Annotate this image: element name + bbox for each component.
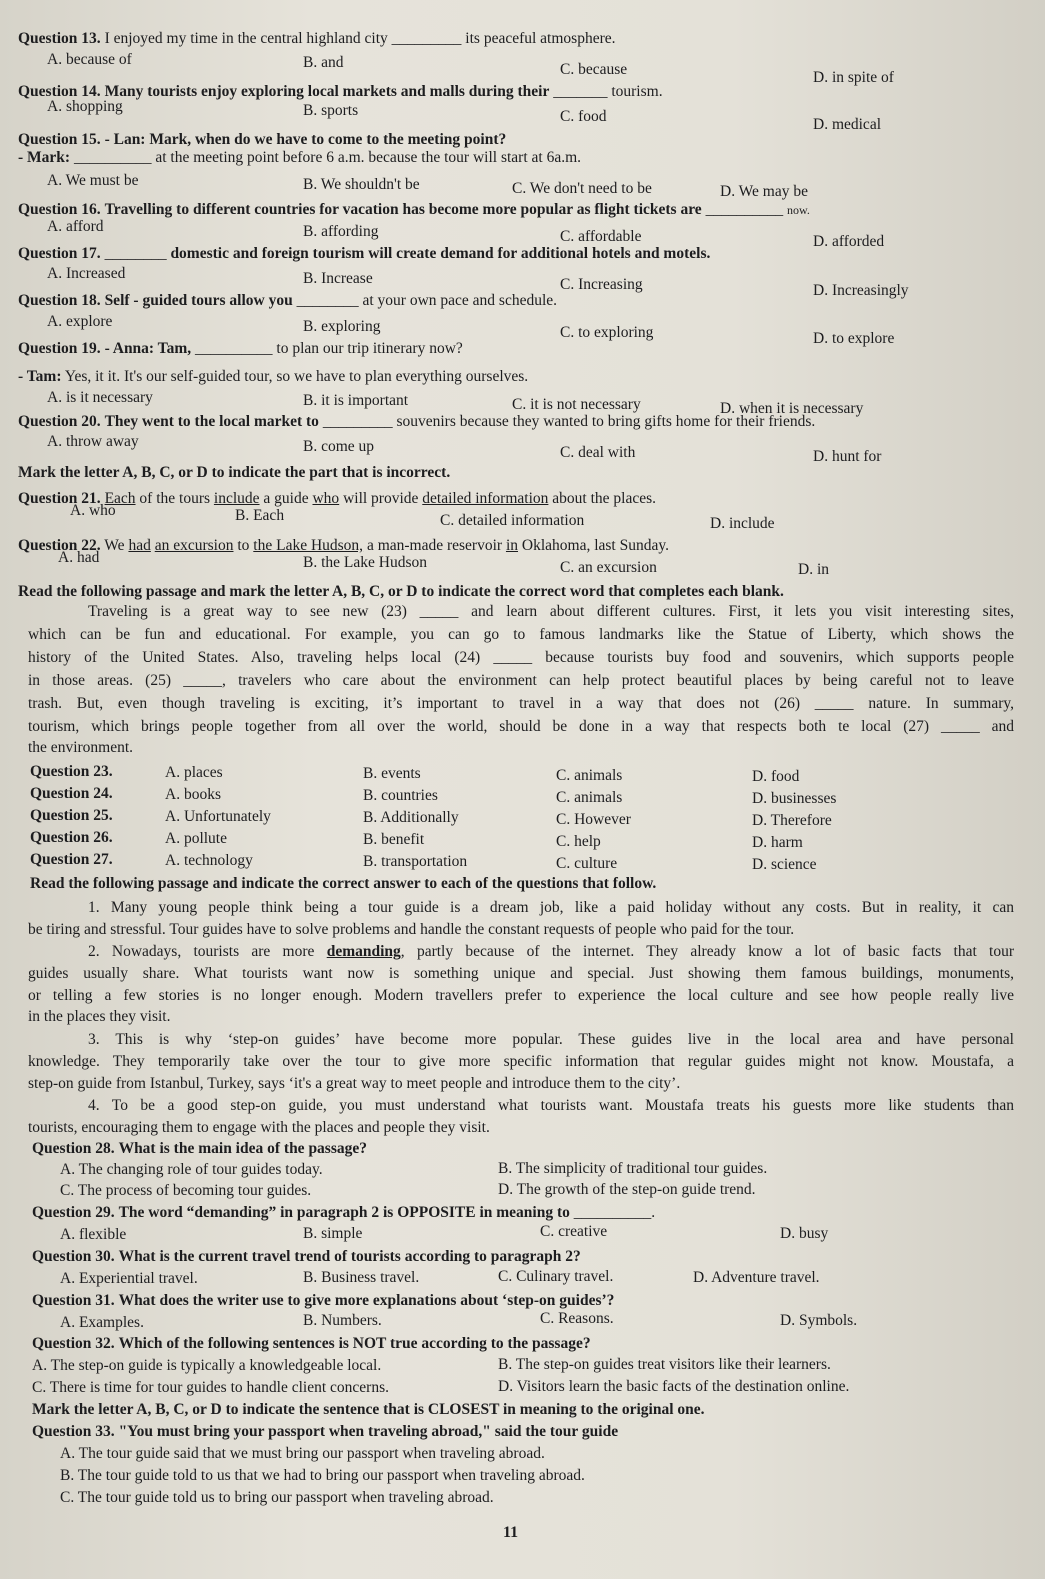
q22-option-d: D. in — [798, 561, 829, 578]
q24-option-c: C. animals — [556, 789, 623, 806]
q15-option-a: A. We must be — [47, 172, 139, 189]
q32-option-b: B. The step-on guides treat visitors like their learners. — [498, 1356, 831, 1373]
q32-stem: Question 32. Which of the following sentences is NOT true according to the passage? — [32, 1335, 591, 1352]
q13-option-a: A. because of — [47, 51, 132, 68]
q14-option-b: B. sports — [303, 102, 359, 119]
q32-option-a: A. The step-on guide is typically a knowledgeable local. — [32, 1357, 382, 1374]
q24-option-a: A. books — [165, 786, 221, 803]
q18-option-c: C. to exploring — [560, 324, 654, 341]
q25-option-a: A. Unfortunately — [165, 808, 271, 825]
page-number: 11 — [503, 1524, 519, 1541]
passage2-line: tourists, encouraging them to engage with the places and people they visit. — [28, 1119, 490, 1136]
passage1-line: history of the United States. Also, traveling helps local (24) _____ because tourists buy food and souvenirs, which supports people — [28, 649, 1014, 666]
q31-option-c: C. Reasons. — [540, 1310, 614, 1327]
q13-option-b: B. and — [303, 54, 344, 71]
passage2-line: guides usually share. What tourists want now is something unique and special. Just showing them famous buildings, monuments, — [28, 965, 1014, 982]
q23-option-b: B. events — [363, 765, 421, 782]
q15-option-b: B. We shouldn't be — [303, 176, 420, 193]
instruction-incorrect-part: Mark the letter A, B, C, or D to indicate the part that is incorrect. — [18, 464, 451, 481]
q20-option-b: B. come up — [303, 438, 375, 455]
q33-option-b: B. The tour guide told to us that we had to bring our passport when traveling abroad. — [60, 1467, 585, 1484]
q26-option-d: D. harm — [752, 834, 803, 851]
q21-option-d: D. include — [710, 515, 775, 532]
q32-option-c: C. There is time for tour guides to handle client concerns. — [32, 1379, 389, 1396]
q29-option-b: B. simple — [303, 1225, 363, 1242]
q21-stem: Question 21. Each of the tours include a guide who will provide detailed information about the places. — [18, 490, 657, 507]
q16-option-a: A. afford — [47, 218, 104, 235]
q27-option-a: A. technology — [165, 852, 253, 869]
passage2-line: 2. Nowadays, tourists are more demanding, partly because of the internet. They already know a lot of basic facts that tour — [88, 943, 1015, 960]
q17-option-a: A. Increased — [47, 265, 126, 282]
q20-option-d: D. hunt for — [813, 448, 882, 465]
q23-label: Question 23. — [30, 763, 113, 780]
q13-stem: Question 13. I enjoyed my time in the central highland city _________ its peaceful atmosphere. — [18, 30, 616, 47]
q30-option-c: C. Culinary travel. — [498, 1268, 614, 1285]
q26-option-b: B. benefit — [363, 831, 425, 848]
q19-option-c: C. it is not necessary — [512, 396, 641, 413]
q28-option-c: C. The process of becoming tour guides. — [60, 1182, 312, 1199]
q30-option-a: A. Experiential travel. — [60, 1270, 198, 1287]
passage2-line: be tiring and stressful. Tour guides have to solve problems and handle the constant requests of people who paid for the tour. — [28, 921, 795, 938]
q22-option-b: B. the Lake Hudson — [303, 554, 427, 571]
instruction-cloze: Read the following passage and mark the letter A, B, C, or D to indicate the correct word that completes each blank. — [18, 583, 784, 600]
q20-stem: Question 20. They went to the local market to _________ souvenirs because they wanted to bring gifts home for their friends. — [18, 413, 816, 430]
q18-option-a: A. explore — [47, 313, 113, 330]
passage1-line: which can be fun and educational. For example, you can go to famous landmarks like the Statue of Liberty, which shows the — [28, 626, 1014, 643]
q31-option-b: B. Numbers. — [303, 1312, 382, 1329]
passage2-line: 4. To be a good step-on guide, you must understand what tourists want. Moustafa treats his guests more like students than — [88, 1097, 1014, 1114]
q29-option-d: D. busy — [780, 1225, 829, 1242]
q17-option-b: B. Increase — [303, 270, 373, 287]
q31-option-a: A. Examples. — [60, 1314, 144, 1331]
q33-stem: Question 33. "You must bring your passport when traveling abroad," said the tour guide — [32, 1423, 619, 1440]
q25-option-d: D. Therefore — [752, 812, 832, 829]
passage1-line: trash. But, even though traveling is exciting, it’s important to travel in a way that does not (26) _____ nature. In summary, — [28, 695, 1014, 712]
passage2-line: 1. Many young people think being a tour guide is a dream job, like a paid holiday without any costs. But in reality, it can — [88, 899, 1014, 916]
keyword-demanding: demanding — [326, 943, 401, 960]
q28-stem: Question 28. What is the main idea of the passage? — [32, 1140, 368, 1157]
q19-stem: Question 19. - Anna: Tam, __________ to plan our trip itinerary now? — [18, 340, 463, 357]
q27-option-d: D. science — [752, 856, 817, 873]
q18-stem: Question 18. Self - guided tours allow you ________ at your own pace and schedule. — [18, 292, 558, 309]
q28-option-d: D. The growth of the step-on guide trend. — [498, 1181, 756, 1198]
q22-option-c: C. an excursion — [560, 559, 657, 576]
passage2-line: 3. This is why ‘step-on guides’ have become more popular. These guides live in the local area and have personal — [88, 1031, 1014, 1048]
q23-option-a: A. places — [165, 764, 223, 781]
q32-option-d: D. Visitors learn the basic facts of the destination online. — [498, 1378, 850, 1395]
q17-stem: Question 17. ________ domestic and foreign tourism will create demand for additional hotels and motels. — [18, 245, 711, 262]
q14-option-a: A. shopping — [47, 98, 123, 115]
q24-label: Question 24. — [30, 785, 113, 802]
q14-option-c: C. food — [560, 108, 607, 125]
passage1-line: tourism, which brings people together from all over the world, should be done in a way that respects both te local (27) _____ and — [28, 718, 1014, 735]
passage1-line: the environment. — [28, 739, 134, 756]
q22-stem: Question 22. We had an excursion to the Lake Hudson, a man-made reservoir in Oklahoma, last Sunday. — [18, 537, 669, 554]
q29-stem: Question 29. The word “demanding” in paragraph 2 is OPPOSITE in meaning to __________. — [32, 1204, 656, 1221]
passage2-line: or telling a few stories is no longer enough. Modern travellers prefer to experience the local culture and see how people really live — [28, 987, 1014, 1004]
q33-option-c: C. The tour guide told us to bring our passport when traveling abroad. — [60, 1489, 494, 1506]
q23-option-d: D. food — [752, 768, 800, 785]
q31-option-d: D. Symbols. — [780, 1312, 858, 1329]
q15-stem: Question 15. - Lan: Mark, when do we have to come to the meeting point? — [18, 131, 507, 148]
q28-option-b: B. The simplicity of traditional tour guides. — [498, 1160, 768, 1177]
q18-option-d: D. to explore — [813, 330, 895, 347]
instruction-reading: Read the following passage and indicate the correct answer to each of the questions that follow. — [30, 875, 657, 892]
passage1-line: in those areas. (25) _____, travelers who care about the environment can help protect beautiful places by being careful not to leave — [28, 672, 1014, 689]
q26-label: Question 26. — [30, 829, 113, 846]
q20-option-a: A. throw away — [47, 433, 139, 450]
passage2-line: knowledge. They temporarily take over the tour to give more specific information that regular guides might not know. Moustafa, a — [28, 1053, 1014, 1070]
q20-option-c: C. deal with — [560, 444, 636, 461]
q17-option-c: C. Increasing — [560, 276, 643, 293]
q30-stem: Question 30. What is the current travel trend of tourists according to paragraph 2? — [32, 1248, 581, 1265]
q16-stem: Question 16. Travelling to different countries for vacation has become more popular as flight tickets are __________ now. — [18, 201, 810, 218]
q31-stem: Question 31. What does the writer use to give more explanations about ‘step-on guides’? — [32, 1292, 615, 1309]
q15-line2: - Mark: __________ at the meeting point before 6 a.m. because the tour will start at 6a.m. — [18, 149, 582, 166]
q26-option-a: A. pollute — [165, 830, 227, 847]
q16-option-c: C. affordable — [560, 228, 642, 245]
q19-option-a: A. is it necessary — [47, 389, 153, 406]
passage1-line: Traveling is a great way to see new (23) _____ and learn about different cultures. First, it lets you visit interesting sites, — [88, 603, 1014, 620]
q23-option-c: C. animals — [556, 767, 623, 784]
q19-reply: - Tam: Yes, it it. It's our self-guided tour, so we have to plan everything ourselves. — [18, 368, 529, 385]
instruction-closest-meaning: Mark the letter A, B, C, or D to indicate the sentence that is CLOSEST in meaning to the original one. — [32, 1401, 705, 1418]
q22-option-a: A. had — [58, 549, 100, 566]
q21-option-c: C. detailed information — [440, 512, 585, 529]
q17-option-d: D. Increasingly — [813, 282, 909, 299]
q27-option-b: B. transportation — [363, 853, 468, 870]
q27-label: Question 27. — [30, 851, 113, 868]
q19-option-d: D. when it is necessary — [720, 400, 864, 417]
q15-option-d: D. We may be — [720, 183, 808, 200]
q29-option-c: C. creative — [540, 1223, 608, 1240]
q30-option-b: B. Business travel. — [303, 1269, 420, 1286]
q29-option-a: A. flexible — [60, 1226, 127, 1243]
q14-option-d: D. medical — [813, 116, 882, 133]
q14-stem: Question 14. Many tourists enjoy exploring local markets and malls during their _______ tourism. — [18, 83, 663, 100]
q21-option-b: B. Each — [235, 507, 285, 524]
q33-option-a: A. The tour guide said that we must bring our passport when traveling abroad. — [60, 1445, 545, 1462]
passage2-line: in the places they visit. — [28, 1008, 171, 1025]
q15-option-c: C. We don't need to be — [512, 180, 652, 197]
q28-option-a: A. The changing role of tour guides today. — [60, 1161, 323, 1178]
q27-option-c: C. culture — [556, 855, 618, 872]
passage2-line: step-on guide from Istanbul, Turkey, says ‘it's a great way to meet people and introduce them to the city’. — [28, 1075, 681, 1092]
q18-option-b: B. exploring — [303, 318, 381, 335]
q24-option-b: B. countries — [363, 787, 438, 804]
q19-option-b: B. it is important — [303, 392, 409, 409]
q13-label: Question 13. — [18, 30, 101, 47]
q26-option-c: C. help — [556, 833, 601, 850]
q13-option-d: D. in spite of — [813, 69, 894, 86]
q13-option-c: C. because — [560, 61, 628, 78]
q25-option-c: C. However — [556, 811, 631, 828]
q13-blank: _________ — [391, 30, 462, 47]
q16-option-b: B. affording — [303, 223, 379, 240]
q24-option-d: D. businesses — [752, 790, 837, 807]
q25-label: Question 25. — [30, 807, 113, 824]
q30-option-d: D. Adventure travel. — [693, 1269, 820, 1286]
q25-option-b: B. Additionally — [363, 809, 459, 826]
q16-option-d: D. afforded — [813, 233, 885, 250]
q21-option-a: A. who — [70, 502, 116, 519]
